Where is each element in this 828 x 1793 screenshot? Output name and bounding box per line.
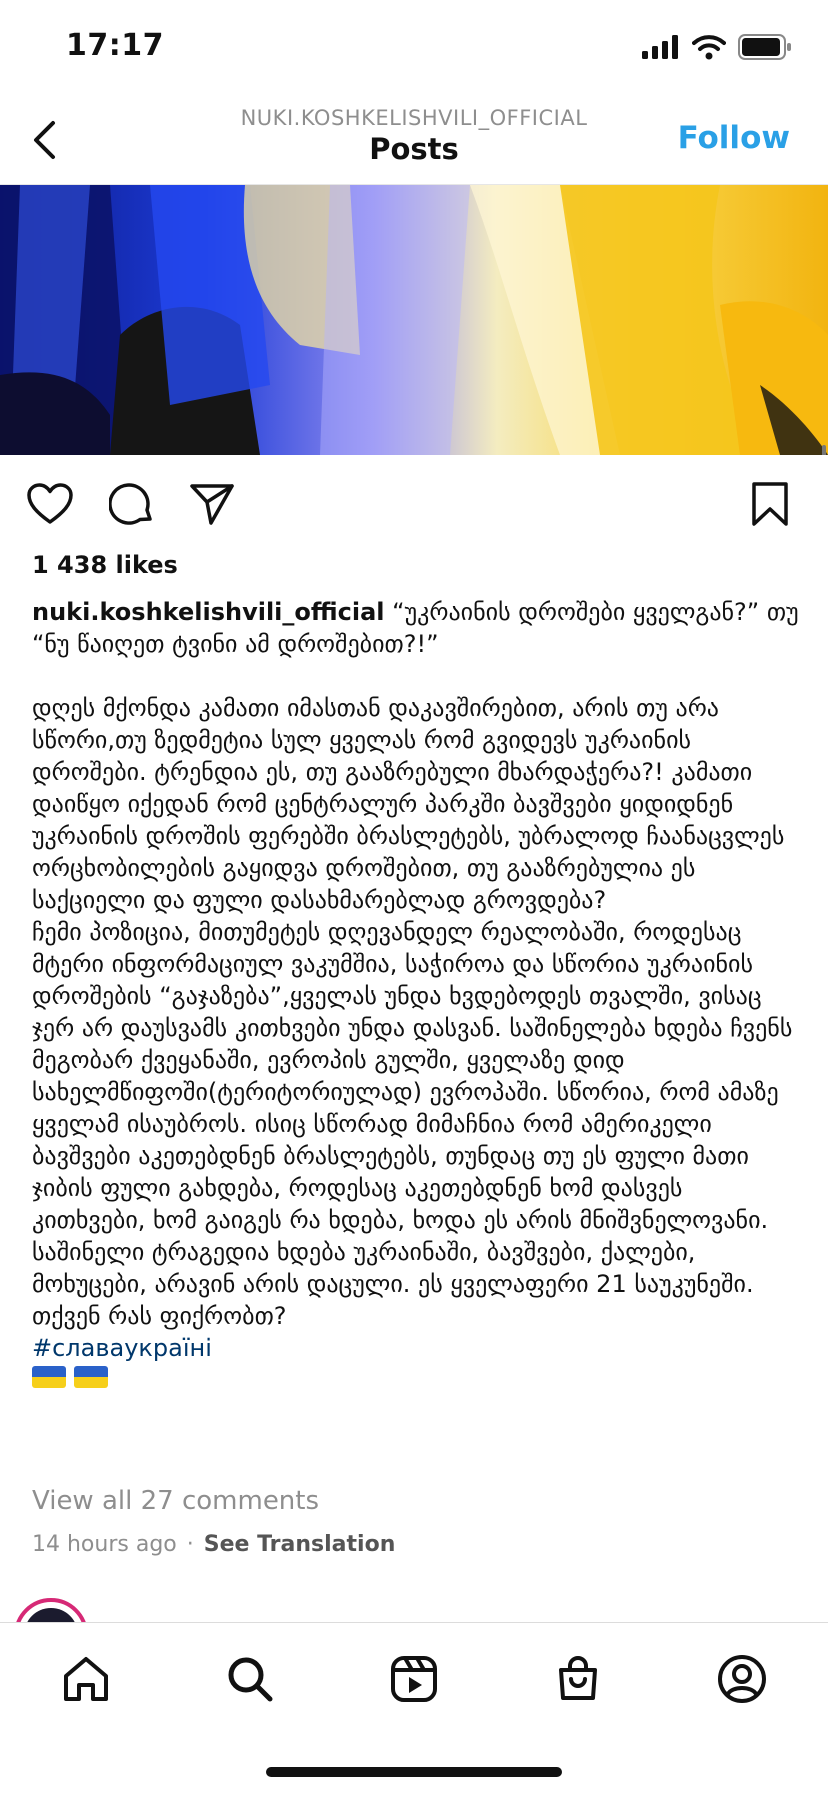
post-image[interactable] xyxy=(0,185,828,455)
scroll-indicator xyxy=(822,445,826,455)
share-button[interactable] xyxy=(186,478,238,530)
shop-icon xyxy=(553,1654,603,1704)
caption-intro xyxy=(32,596,802,660)
tab-search[interactable] xyxy=(220,1649,280,1709)
bottom-tab-bar xyxy=(0,1622,828,1793)
caption-paragraph-2: ჩემი პოზიცია, მითუმეტეს დღევანდელ რეალობაში, როდესაც მტერი ინფორმაციულ ვაკუმშია, საჭიროა და სწორია უკრაინის დროშების “გაჯაზება”,ყველას უნდა ხვდებოდეს თვალში, ვისაც ჯერ არ დაუსვამს კითხვები უნდა დასვან. საშინელება ხდება ჩვენს მეგობარ ქვეყანაში, ევროპის გულში, ყველაზე დიდ სახელმწიფოში(ტერიტორიულად) ევროპაში. სწორია, რომ ამაზე ყველამ ისაუბროს. ისიც სწორად მიმაჩნია რომ ამერიკელი ბავშვები აკეთებდნენ ბრასლეტებს, თუნდაც თუ ეს ფული მათი ჯიბის ფული გახდება, როდესაც აკეთებდნენ ხომ დასვეს კითხვები, ხომ გაიგეს რა ხდება, ხოდა ეს არის მნიშვნელოვანი. საშინელი ტრაგედია ხდება უკრაინაში, ბავშვები, ქალები, მოხუცები, არავინ არის დაცული. ეს ყველაფერი 21 საუკუნეში. თქვენ რას ფიქრობთ? xyxy=(32,918,793,1330)
post-meta xyxy=(32,1532,395,1557)
post-actions xyxy=(0,470,828,536)
caption-hashtag-line xyxy=(32,1332,802,1364)
heart-icon xyxy=(26,482,74,526)
caption-intro-text: “უკრაინის დროშები ყველგან?” თუ “ნუ წაიღეთ ტვინი ამ დროშებით?!” xyxy=(32,598,799,658)
tab-reels[interactable] xyxy=(384,1649,444,1709)
view-all-comments-link[interactable]: View all 27 comments xyxy=(32,1486,320,1516)
home-icon xyxy=(61,1654,111,1704)
home-indicator xyxy=(266,1767,562,1777)
ukraine-flag-icon xyxy=(228,1337,262,1359)
profile-username: NUKI.KOSHKELISHVILI_OFFICIAL xyxy=(240,106,588,130)
posts-header xyxy=(0,100,828,185)
comment-button[interactable] xyxy=(106,478,158,530)
comment-icon xyxy=(109,481,155,527)
status-time: 17:17 xyxy=(66,28,164,63)
tab-shop[interactable] xyxy=(548,1649,608,1709)
bookmark-icon xyxy=(750,481,790,527)
caption-username[interactable]: nuki.koshkelishvili_official xyxy=(32,598,385,626)
post-timestamp: 14 hours ago xyxy=(32,1532,177,1557)
ukraine-flag-icon xyxy=(32,1366,66,1388)
profile-icon xyxy=(716,1653,768,1705)
cellular-signal-icon xyxy=(642,35,680,59)
save-button[interactable] xyxy=(744,478,796,530)
status-bar xyxy=(0,0,828,100)
wifi-icon xyxy=(692,34,726,60)
caption-paragraph-1: დღეს მქონდა კამათი იმასთან დაკავშირებით, არის თუ არა სწორი,თუ ზედმეტია სულ ყველას რომ გვიდევს უკრაინის დროშები. ტრენდია ეს, თუ გააზრებული მხარდაჭერა?! კამათი დაიწყო იქედან რომ ცენტრალურ პარკში ბავშვები ყიდიდნენ უკრაინის დროშის ფერებში ბრასლეტებს, უბრალოდ ჩაანაცვლეს ორცხობილების გაყიდვა დროშებით, თუ გააზრებულია ეს საქციელი და ფული დასახმარებლად გროვდება? xyxy=(32,694,785,914)
page-title: Posts xyxy=(369,132,459,166)
post-caption xyxy=(32,596,802,1396)
battery-icon xyxy=(738,34,792,60)
status-icons xyxy=(642,34,792,60)
post-photo xyxy=(0,185,828,455)
tab-profile[interactable] xyxy=(712,1649,772,1709)
likes-count[interactable]: 1 438 likes xyxy=(32,551,178,579)
search-icon xyxy=(225,1654,275,1704)
follow-button[interactable]: Follow xyxy=(677,120,790,156)
like-button[interactable] xyxy=(24,478,76,530)
ukraine-flag-icon xyxy=(74,1366,108,1388)
caption-spacer xyxy=(32,660,802,692)
hashtag-link[interactable]: #славаукраїні xyxy=(32,1334,212,1362)
meta-separator: · xyxy=(186,1532,194,1557)
reels-icon xyxy=(389,1654,439,1704)
paper-plane-icon xyxy=(189,482,235,526)
see-translation-link[interactable]: See Translation xyxy=(203,1532,396,1557)
flag-emojis xyxy=(228,1337,262,1359)
tab-home[interactable] xyxy=(56,1649,116,1709)
